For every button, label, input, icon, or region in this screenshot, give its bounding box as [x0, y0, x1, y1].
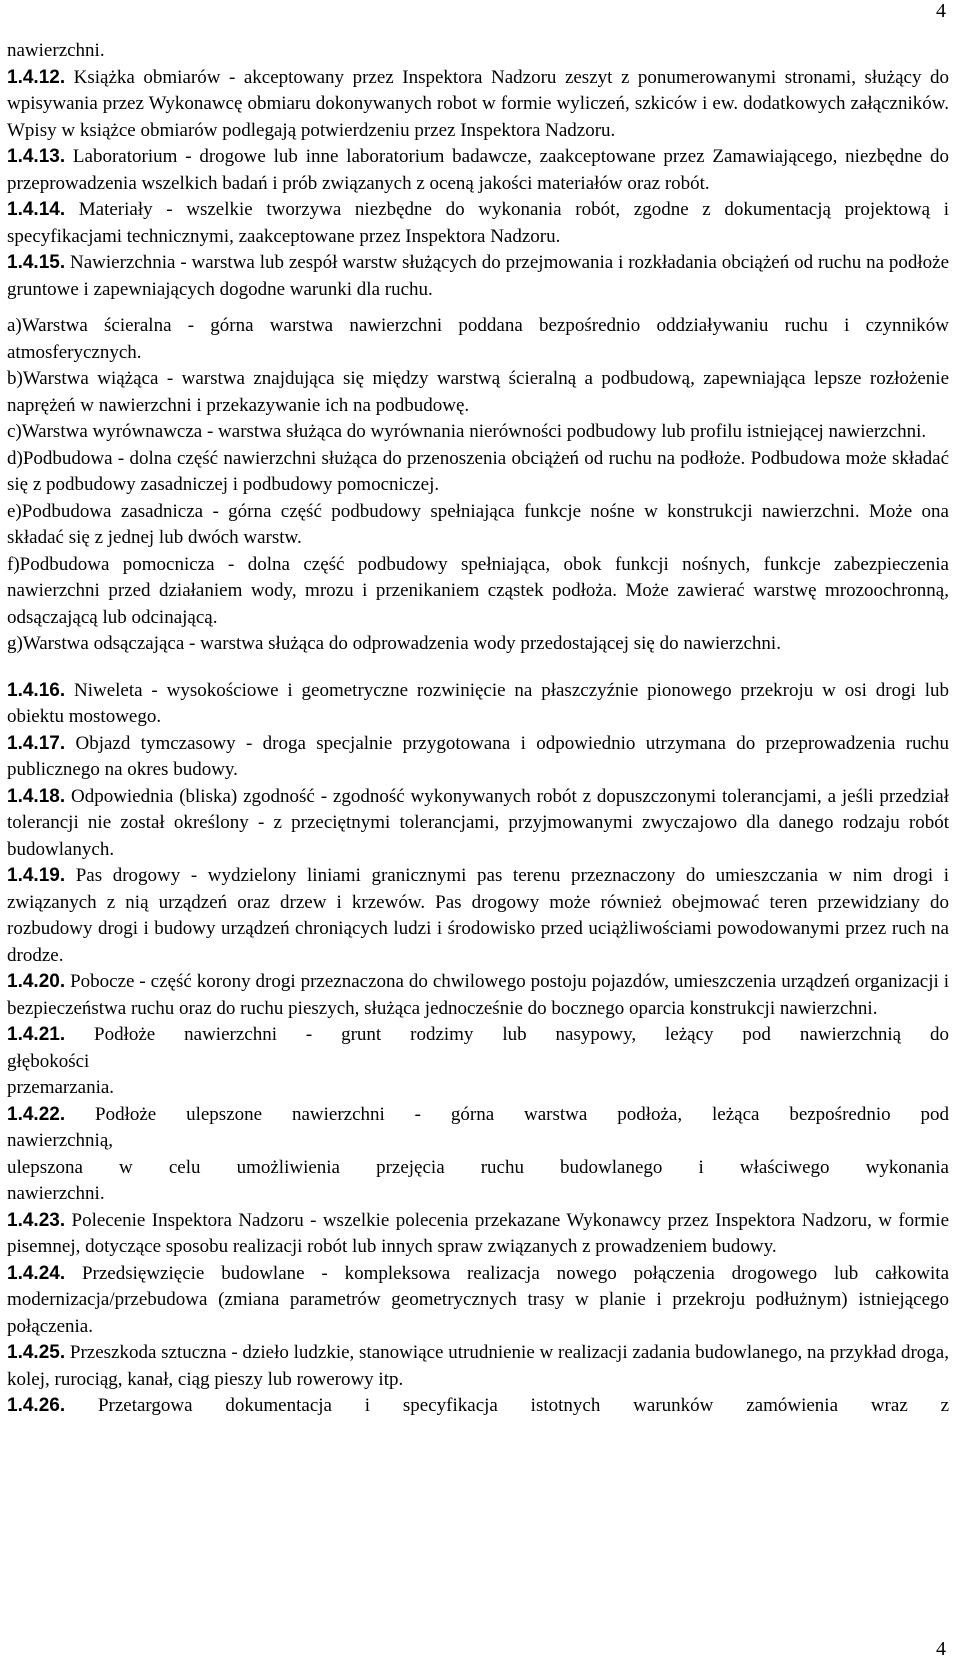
document-body [7, 38, 949, 1420]
definition-number: 1.4.23. [7, 1209, 66, 1231]
definition-number: 1.4.16. [7, 679, 66, 701]
definition-text: Odpowiednia (bliska) zgodność - zgodność wykonywanych robót z dopuszczonymi tolerancjami, a jeśli przedział tolerancji nie został określony - z przeciętnymi tolerancjami, przyjmowanymi zwyczajowo dla danego rodzaju robót budowlanych. [7, 785, 949, 860]
definition-number: 1.4.14. [7, 199, 66, 220]
definition-1-4-21 [7, 1022, 949, 1102]
layer-e: e)Podbudowa zasadnicza - górna część podbudowy spełniająca funkcje nośne w konstrukcji nawierzchni. Może ona składać się z jednej lub dwóch warstw. [7, 500, 949, 548]
definition-text: Przeszkoda sztuczna - dzieło ludzkie, stanowiące utrudnienie w realizacji zadania budowlanego, na przykład droga, kolej, rurociąg, kanał, ciąg pieszy lub rowerowy itp. [7, 1342, 949, 1390]
definition-text-line-4: nawierzchni. [7, 1183, 105, 1204]
definition-1-4-14 [7, 197, 949, 250]
definition-number: 1.4.21. [7, 1024, 66, 1045]
definition-text: Laboratorium - drogowe lub inne laboratorium badawcze, zaakceptowane przez Zamawiającego, niezbędne do przeprowadzenia wszelkich badań i prób związanych z oceną jakości materiałów oraz robót. [7, 146, 950, 194]
definition-1-4-25 [7, 1340, 949, 1393]
definition-text-line-2: głębokości [7, 1050, 90, 1072]
definition-number: 1.4.12. [7, 66, 66, 88]
definition-number: 1.4.26. [7, 1395, 66, 1416]
definition-1-4-23 [7, 1208, 949, 1261]
definition-text-line-3: przemarzania. [7, 1077, 115, 1098]
definition-text: Objazd tymczasowy - droga specjalnie przygotowana i odpowiednio utrzymana do przeprowadzenia ruchu publicznego na okres budowy. [7, 732, 950, 780]
definition-number: 1.4.19. [7, 865, 66, 886]
definition-number: 1.4.22. [7, 1103, 66, 1125]
definition-text: Przetargowa dokumentacja i specyfikacja istotnych warunków zamówienia wraz z [97, 1395, 950, 1416]
definition-1-4-19 [7, 863, 949, 969]
definition-1-4-20 [7, 969, 949, 1022]
definition-1-4-26 [7, 1393, 949, 1420]
definition-text-line-3: ulepszona w celu umożliwienia przejęcia ruchu budowlanego i właściwego wykonania [7, 1156, 949, 1178]
definition-text: Książka obmiarów - akceptowany przez Inspektora Nadzoru zeszyt z ponumerowanymi stronami, służący do wpisywania przez Wykonawcę obmiaru dokonywanych robot w formie wyliczeń, szkiców i ew. dodatkowych załączników. Wpisy w książce obmiarów podlegają potwierdzeniu przez Inspektora Nadzoru. [7, 66, 949, 141]
definition-1-4-12 [7, 65, 949, 145]
definition-text: Materiały - wszelkie tworzywa niezbędne do wykonania robót, zgodne z dokumentacją projektową i specyfikacjami technicznymi, zaakceptowane przez Inspektora Nadzoru. [7, 199, 949, 247]
definition-number: 1.4.17. [7, 732, 66, 754]
definition-1-4-13 [7, 144, 949, 197]
definition-text: Nawierzchnia - warstwa lub zespół warstw służących do przejmowania i rozkładania obciążeń od ruchu na podłoże gruntowe i zapewniających dogodne warunki dla ruchu. [7, 252, 950, 300]
definition-1-4-16 [7, 678, 949, 731]
page-number-bottom: 4 [936, 1638, 946, 1660]
definition-number: 1.4.25. [7, 1342, 66, 1363]
definition-1-4-18 [7, 784, 949, 864]
definition-number: 1.4.18. [7, 785, 66, 807]
definition-text: Pas drogowy - wydzielony liniami granicznymi pas terenu przeznaczony do umieszczania w nim drogi i związanych z nią urządzeń oraz drzew i krzewów. Pas drogowy może również obejmować teren przewidziany do rozbudowy drogi i budowy urządzeń chroniących ludzi i środowisko przed uciążliwościami powodowanymi przez ruch na drodze. [7, 865, 949, 966]
layer-b: b)Warstwa wiążąca - warstwa znajdująca się między warstwą ścieralną a podbudową, zapewniająca lepsze rozłożenie naprężeń w nawierzchni i przekazywanie ich na podbudowę. [7, 368, 949, 416]
definition-text-line-2: nawierzchnią, [7, 1130, 114, 1151]
definition-1-4-15 [7, 250, 949, 303]
definition-1-4-17 [7, 731, 949, 784]
definition-text: Pobocze - część korony drogi przeznaczona do chwilowego postoju pojazdów, umieszczenia urządzeń organizacji i bezpieczeństwa ruchu oraz do ruchu pieszych, służąca jednocześnie do bocznego oparcia konstrukcji nawierzchni. [7, 971, 949, 1019]
continuation-line: nawierzchni. [7, 40, 105, 61]
layer-d: d)Podbudowa - dolna część nawierzchni służąca do przenoszenia obciążeń od ruchu na podłoże. Podbudowa może składać się z podbudowy zasadniczej i podbudowy pomocniczej. [7, 447, 949, 495]
page-number-top: 4 [936, 0, 946, 22]
definition-1-4-24 [7, 1261, 949, 1341]
definition-number: 1.4.24. [7, 1262, 66, 1284]
definition-text: Polecenie Inspektora Nadzoru - wszelkie polecenia przekazane Wykonawcy przez Inspektora Nadzoru, w formie pisemnej, dotyczące sposobu realizacji robót lub innych spraw związanych z prowadzeniem budowy. [7, 1209, 949, 1257]
layer-c: c)Warstwa wyrównawcza - warstwa służąca do wyrównania nierówności podbudowy lub profilu istniejącej nawierzchni. [7, 421, 927, 442]
definition-text: Przedsięwzięcie budowlane - kompleksowa realizacja nowego połączenia drogowego lub całkowita modernizacja/przebudowa (zmiana parametrów geometrycznych trasy w planie i przekroju podłużnym) istniejącego połączenia. [7, 1262, 949, 1337]
definition-number: 1.4.20. [7, 971, 66, 992]
layer-f: f)Podbudowa pomocnicza - dolna część podbudowy spełniająca, obok funkcji nośnych, funkcje zabezpieczenia nawierzchni przed działaniem wody, mrozu i przenikaniem cząstek podłoża. Może zawierać warstwę mrozoochronną, odsączającą lub odcinającą. [7, 553, 949, 628]
layer-a: a)Warstwa ścieralna - górna warstwa nawierzchni poddana bezpośrednio oddziaływaniu ruchu i czynników atmosferycznych. [7, 315, 949, 363]
definition-1-4-22 [7, 1102, 949, 1208]
definition-text-line-1: Podłoże nawierzchni - grunt rodzimy lub nasypowy, leżący pod nawierzchnią do [94, 1024, 949, 1045]
definition-text-line-1: Podłoże ulepszone nawierzchni - górna warstwa podłoża, leżąca bezpośrednio pod [95, 1103, 950, 1125]
layer-g: g)Warstwa odsączająca - warstwa służąca do odprowadzenia wody przedostającej się do nawierzchni. [7, 633, 781, 654]
definition-text: Niweleta - wysokościowe i geometryczne rozwinięcie na płaszczyźnie pionowego przekroju w osi drogi lub obiektu mostowego. [7, 679, 949, 727]
definition-number: 1.4.15. [7, 252, 66, 273]
definition-number: 1.4.13. [7, 146, 66, 167]
